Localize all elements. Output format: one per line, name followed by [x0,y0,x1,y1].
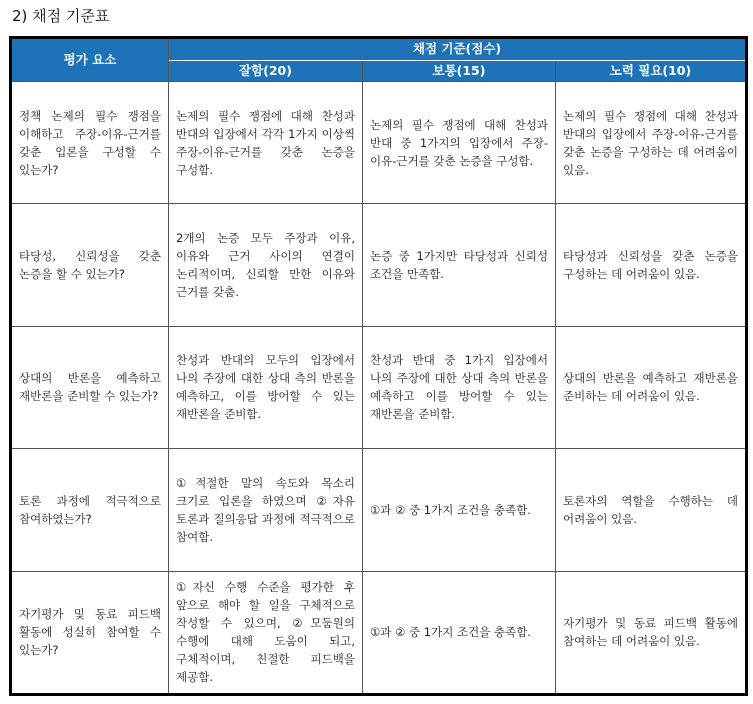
header-criteria-group: 채점 기준(점수) [169,38,747,61]
needs-work-cell: 자기평가 및 동료 피드백 활동에 참여하는 데 어려움이 있음. [556,571,747,694]
table-row [11,326,747,448]
needs-work-cell: 타당성과 신뢰성을 갖춘 논증을 구성하는 데 어려움이 있음. [556,204,747,326]
needs-work-cell: 상대의 반론을 예측하고 재반론을 준비하는 데 어려움이 있음. [556,326,747,448]
criterion-cell: 토론 과정에 적극적으로 참여하였는가? [11,449,169,571]
table-row [11,571,747,694]
criterion-cell: 정책 논제의 필수 쟁점을 이해하고 주장-이유-근거를 갖춘 입론을 구성할 수 있는가? [11,82,169,204]
needs-work-cell: 토론자의 역할을 수행하는 데 어려움이 있음. [556,449,747,571]
header-level-needs-work: 노력 필요(10) [556,60,747,82]
section-title: 2) 채점 기준표 [12,7,110,25]
needs-work-cell: 논제의 필수 쟁점에 대해 찬성과 반대의 입장에서 주장-이유-근거를 갖춘 논증을 구성하는 데 어려움이 있음. [556,82,747,204]
good-cell: ①자신 수행 수준을 평가한 후 앞으로 해야 할 일을 구체적으로 작성할 수 있으며, ②모둠원의 수행에 대해 도움이 되고, 구체적이며, 친절한 피드백을 제공함. [169,571,363,694]
good-cell: 논제의 필수 쟁점에 대해 찬성과 반대의 입장에서 각각 1가지 이상씩 주장-이유-근거를 갖춘 논증을 구성함. [169,82,363,204]
table-row [11,82,747,204]
average-cell: ①과 ② 중 1가지 조건을 충족함. [363,571,556,694]
good-cell: 2개의 논증 모두 주장과 이유, 이유와 근거 사이의 연결이 논리적이며, 신뢰할 만한 이유와 근거를 갖춤. [169,204,363,326]
average-cell: ①과 ② 중 1가지 조건을 충족함. [363,449,556,571]
average-cell: 논증 중 1가지만 타당성과 신뢰성 조건을 만족함. [363,204,556,326]
average-cell: 찬성과 반대 중 1가지 입장에서 나의 주장에 대한 상대 측의 반론을 예측하고 이를 방어할 수 있는 재반론을 준비함. [363,326,556,448]
table-row [11,449,747,571]
scoring-rubric-table [9,36,748,696]
table-row [11,204,747,326]
criterion-cell: 타당성, 신뢰성을 갖춘 논증을 할 수 있는가? [11,204,169,326]
good-cell: ①적절한 말의 속도와 목소리 크기로 입론을 하였으며 ②자유 토론과 질의응답 과정에 적극적으로 참여함. [169,449,363,571]
header-level-good: 잘함(20) [169,60,363,82]
criterion-cell: 자기평가 및 동료 피드백 활동에 성실히 참여할 수 있는가? [11,571,169,694]
good-cell: 찬성과 반대의 모두의 입장에서 나의 주장에 대한 상대 측의 반론을 예측하고, 이를 방어할 수 있는 재반론을 준비함. [169,326,363,448]
header-level-average: 보통(15) [363,60,556,82]
average-cell: 논제의 필수 쟁점에 대해 찬성과 반대 중 1가지의 입장에서 주장-이유-근거를 갖춘 논증을 구성함. [363,82,556,204]
criterion-cell: 상대의 반론을 예측하고 재반론을 준비할 수 있는가? [11,326,169,448]
header-eval-element: 평가 요소 [11,38,169,82]
